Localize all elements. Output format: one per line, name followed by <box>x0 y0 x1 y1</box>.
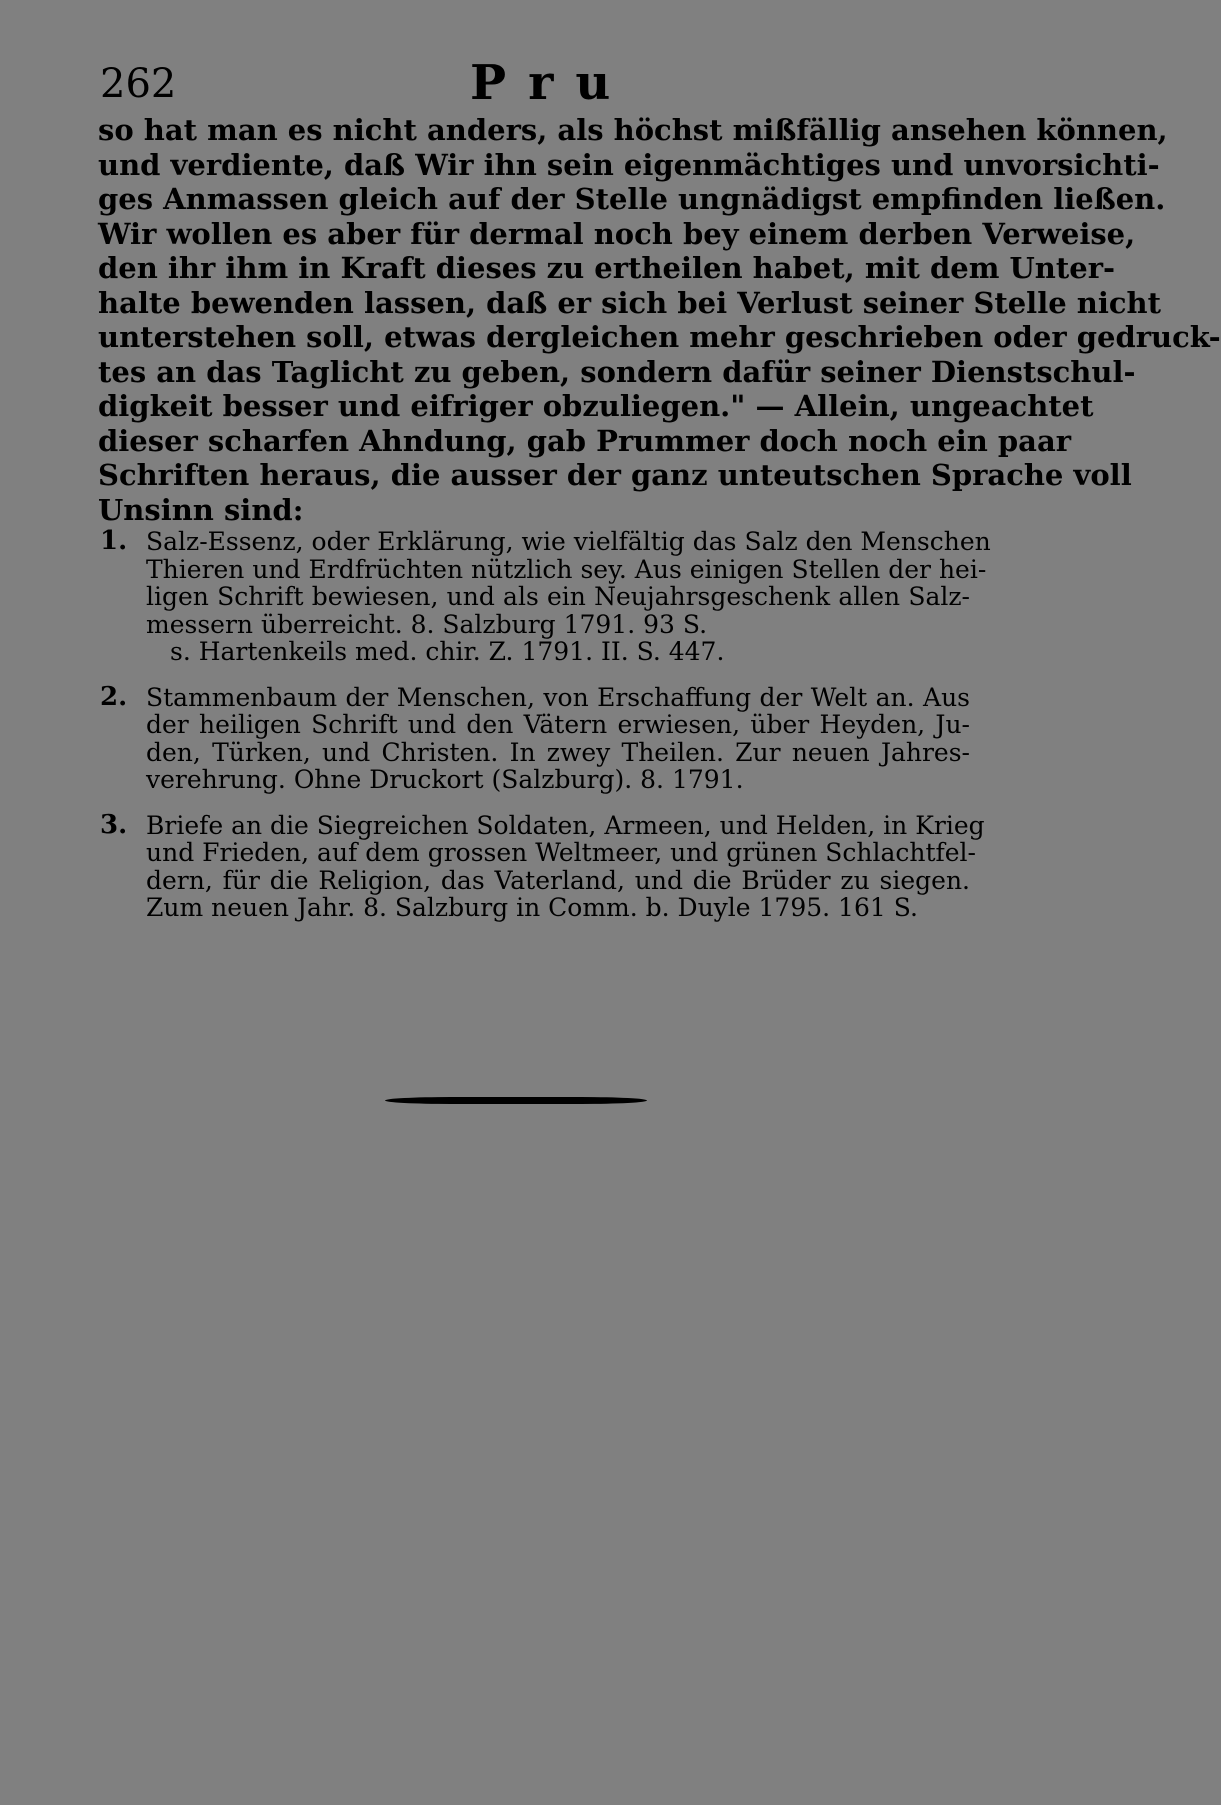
entry-line: Stammenbaum der Menschen, von Erschaffung der Welt an. Aus <box>146 682 970 712</box>
entry-line: und Frieden, auf dem grossen Weltmeer, und grünen Schlachtfel- <box>146 838 977 867</box>
bibliography-list <box>100 526 991 940</box>
bibliography-entry <box>100 809 985 922</box>
body-line: unterstehen soll, etwas dergleichen mehr geschrieben oder gedruck- <box>98 320 1221 354</box>
entry-line: der heiligen Schrift und den Vätern erwiesen, über Heyden, Ju- <box>146 710 970 739</box>
body-line: den ihr ihm in Kraft dieses zu ertheilen habet, mit dem Unter- <box>98 251 1116 285</box>
running-head: Pru <box>470 55 633 111</box>
entry-text <box>146 684 970 794</box>
entry-number: 3. <box>100 809 128 840</box>
entry-line: Briefe an die Siegreichen Soldaten, Armeen, und Helden, in Krieg <box>146 810 985 840</box>
body-line: Unsinn sind: <box>98 492 304 527</box>
entry-line: den, Türken, und Christen. In zwey Theilen. Zur neuen Jahres- <box>146 737 970 767</box>
body-paragraph <box>98 113 1221 527</box>
body-line: Wir wollen es aber für dermal noch bey einem derben Verweise, <box>98 216 1136 251</box>
entry-line: Zum neuen Jahr. 8. Salzburg in Comm. b. Duyle 1795. 161 S. <box>146 893 918 922</box>
body-line: ges Anmassen gleich auf der Stelle ungnädigst empfinden ließen. <box>98 182 1166 216</box>
body-line: Schriften heraus, die ausser der ganz unteutschen Sprache voll <box>98 458 1132 492</box>
body-line: so hat man es nicht anders, als höchst mißfällig ansehen können, <box>98 113 1168 147</box>
page-number: 262 <box>100 61 177 107</box>
end-rule <box>385 1097 647 1104</box>
entry-reference-line: s. Hartenkeils med. chir. Z. 1791. II. S. 447. <box>170 637 725 666</box>
body-line: halte bewenden lassen, daß er sich bei Verlust seiner Stelle nicht <box>98 285 1162 320</box>
bibliography-entry <box>100 526 991 666</box>
body-line: dieser scharfen Ahndung, gab Prummer doch noch ein paar <box>98 423 1072 458</box>
bibliography-entry <box>100 681 970 794</box>
entry-line: messern überreicht. 8. Salzburg 1791. 93 S. <box>146 609 708 639</box>
entry-number: 2. <box>100 681 128 712</box>
body-line: und verdiente, daß Wir ihn sein eigenmächtiges und unvorsichti- <box>98 147 1160 182</box>
entry-number: 1. <box>100 526 128 556</box>
entry-line: Salz-Essenz, oder Erklärung, wie vielfältig das Salz den Menschen <box>146 527 991 556</box>
body-line: tes an das Taglicht zu geben, sondern dafür seiner Dienstschul- <box>98 354 1136 389</box>
entry-line: dern, für die Religion, das Vaterland, und die Brüder zu siegen. <box>146 865 970 895</box>
entry-line: Thieren und Erdfrüchten nützlich sey. Aus einigen Stellen der hei- <box>146 554 987 584</box>
entry-line: ligen Schrift bewiesen, und als ein Neujahrsgeschenk allen Salz- <box>146 582 970 611</box>
entry-line: verehrung. Ohne Druckort (Salzburg). 8. 1791. <box>146 765 744 794</box>
body-line: digkeit besser und eifriger obzuliegen." — Allein, ungeachtet <box>98 389 1094 423</box>
entry-text <box>146 527 991 666</box>
entry-text <box>146 810 985 922</box>
page-header <box>100 55 980 115</box>
